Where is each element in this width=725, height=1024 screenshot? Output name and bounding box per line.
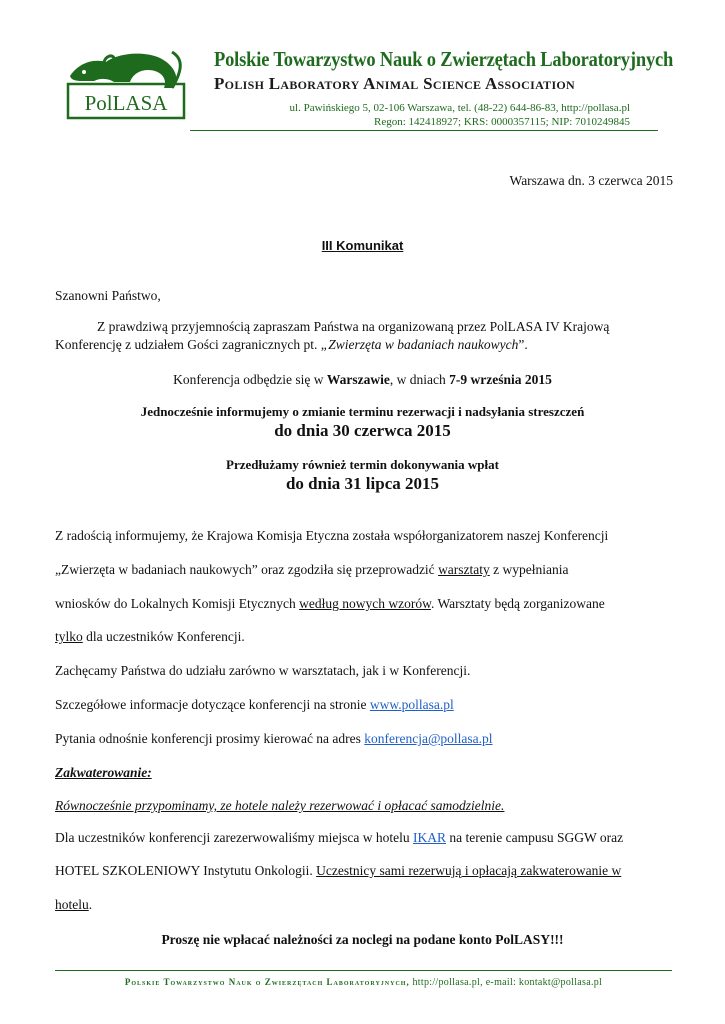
intro-line-2 (55, 336, 528, 353)
footer-contact: http://pollasa.pl, e-mail: kontakt@pollasa.pl (409, 977, 603, 988)
salutation: Szanowni Państwo, (55, 288, 161, 303)
encouragement-line: Zachęcamy Państwa do udziału zarówno w warsztatach, jak i w Konferencji. (55, 663, 471, 678)
pollasa-logo (64, 48, 188, 122)
website-link[interactable]: www.pollasa.pl (369, 697, 454, 712)
conference-city: Warszawie (326, 372, 390, 387)
accommodation-line-2 (55, 862, 621, 879)
info-line (55, 696, 454, 713)
payment-warning: Proszę nie wpłacać należności za noclegi na podane konto PolLASY!!! (161, 932, 564, 947)
accommodation-line-3 (55, 896, 92, 913)
org-name-english: Polish Laboratory Animal Science Association (214, 74, 576, 93)
acc-text-2: na terenie campusu SGGW oraz (446, 830, 624, 845)
header-divider (190, 130, 658, 131)
only-term: tylko (55, 629, 83, 644)
conference-title: „Zwierzęta w badaniach naukowych (320, 337, 519, 352)
notice-deadline-change: Jednocześnie informujemy o zmianie terminu rezerwacji i nadsyłania streszczeń (140, 404, 585, 419)
intro-end: ”. (518, 337, 528, 352)
intro-line-1: Z prawdziwą przyjemnością zapraszam Państwa na organizowaną przez PolLASA IV Krajową (97, 319, 610, 334)
dates-text-2: , w dniach (389, 372, 450, 387)
notice-payment-extension: Przedłużamy również termin dokonywania wpłat (226, 457, 499, 472)
intro-text: Konferencję z udziałem Gości zagranicznych pt. (55, 337, 321, 352)
ethics-text: „Zwierzęta w badaniach naukowych” oraz zgodziła się przeprowadzić (55, 562, 439, 577)
notice-payment-date: do dnia 31 lipca 2015 (285, 474, 440, 493)
accommodation-line-1 (55, 829, 623, 846)
ethics-line-1: Z radością informujemy, że Krajowa Komisja Etyczna została współorganizatorem naszej Konferencji (55, 528, 609, 543)
acc-text-3: HOTEL SZKOLENIOWY Instytutu Onkologii. (55, 863, 317, 878)
new-templates-term: według nowych wzorów (299, 596, 431, 611)
info-text: Szczegółowe informacje dotyczące konferencji na stronie (55, 697, 370, 712)
questions-line (55, 730, 493, 747)
email-link[interactable]: konferencja@pollasa.pl (364, 731, 493, 746)
letter-date: Warszawa dn. 3 czerwca 2015 (509, 173, 673, 188)
accommodation-heading: Zakwaterowanie: (55, 765, 152, 780)
workshops-term: warsztaty (438, 562, 490, 577)
org-name-polish: Polskie Towarzystwo Nauk o Zwierzętach Laboratoryjnych (214, 47, 674, 71)
ethics-line-4 (55, 628, 245, 645)
acc-text: Dla uczestników konferencji zarezerwowaliśmy miejsca w hotelu (55, 830, 413, 845)
self-booking-note-end: hotelu (55, 897, 89, 912)
ethics-line-3 (55, 595, 605, 612)
ethics-text-4: . Warsztaty będą zorganizowane (430, 596, 605, 611)
questions-text: Pytania odnośnie konferencji prosimy kierować na adres (55, 731, 365, 746)
dates-text: Konferencja odbędzie się w (173, 372, 327, 387)
accommodation-reminder: Równocześnie przypominamy, ze hotele należy rezerwować i opłacać samodzielnie. (55, 798, 505, 813)
address-block (250, 101, 630, 129)
hotel-ikar-link[interactable]: IKAR (413, 830, 446, 845)
svg-text:PolLASA: PolLASA (84, 91, 168, 115)
ethics-line-2 (55, 561, 569, 578)
ethics-text-2: z wypełniania (489, 562, 569, 577)
footer-org-name: Polskie Towarzystwo Nauk o Zwierzętach Laboratoryjnych, (124, 977, 410, 987)
notice-deadline-date: do dnia 30 czerwca 2015 (274, 421, 451, 440)
acc-text-4: . (88, 897, 93, 912)
ethics-text-3: wniosków do Lokalnych Komisji Etycznych (55, 596, 300, 611)
address-line: ul. Pawińskiego 5, 02-106 Warszawa, tel. (48-22) 644-86-83, http://pollasa.pl (289, 102, 630, 114)
conference-days: 7-9 września 2015 (449, 372, 552, 387)
footer-divider (55, 970, 672, 971)
letter-subject: III Komunikat (321, 238, 404, 253)
self-booking-note: Uczestnicy sami rezerwują i opłacają zakwaterowanie w (316, 863, 622, 878)
registry-line: Regon: 142418927; KRS: 0000357115; NIP: 7010249845 (374, 116, 630, 128)
footer (55, 977, 672, 988)
rat-logo-icon (64, 48, 188, 122)
conference-dates-line (0, 371, 725, 388)
ethics-text-5: dla uczestników Konferencji. (82, 629, 245, 644)
